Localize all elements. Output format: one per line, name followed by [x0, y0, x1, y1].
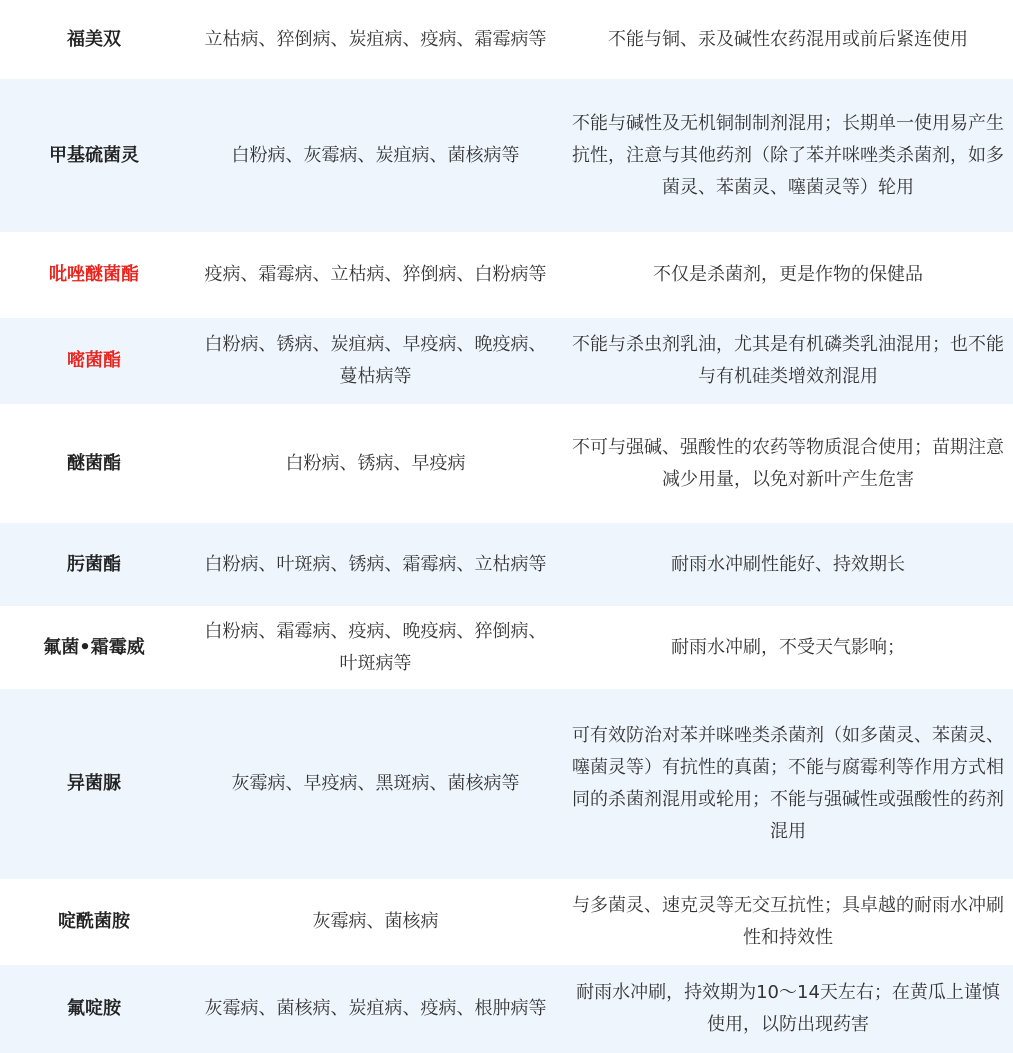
pesticide-name: 氟菌•霜霉威 — [43, 636, 145, 658]
table-row — [0, 879, 1013, 965]
table-row — [0, 965, 1013, 1053]
table-row — [0, 232, 1013, 318]
target-diseases: 白粉病、锈病、炭疽病、早疫病、晚疫病、蔓枯病等 — [188, 318, 563, 404]
target-diseases: 立枯病、猝倒病、炭疽病、疫病、霜霉病等 — [204, 28, 547, 50]
pesticide-name: 嘧菌酯 — [0, 318, 188, 404]
pesticide-name: 甲基硫菌灵 — [0, 79, 188, 232]
pesticide-name: 异菌脲 — [0, 689, 188, 879]
pesticide-name: 福美双 — [67, 28, 121, 50]
table-row — [0, 606, 1013, 689]
table-row — [0, 404, 1013, 523]
pesticide-name: 啶酰菌胺 — [58, 911, 130, 932]
usage-notes: 与多菌灵、速克灵等无交互抗性；具卓越的耐雨水冲刷性和持效性 — [572, 895, 1004, 948]
usage-notes: 不能与碱性及无机铜制制剂混用；长期单一使用易产生抗性，注意与其他药剂（除了苯并咪唑类杀菌剂，如多菌灵、苯菌灵、噻菌灵等）轮用 — [563, 79, 1013, 232]
table-row — [0, 523, 1013, 606]
pesticide-name: 醚菌酯 — [67, 452, 121, 474]
pesticide-name: 肟菌酯 — [0, 523, 188, 606]
target-diseases: 白粉病、灰霉病、炭疽病、菌核病等 — [188, 79, 563, 232]
usage-notes: 不能与杀虫剂乳油，尤其是有机磷类乳油混用；也不能与有机硅类增效剂混用 — [563, 318, 1013, 404]
target-diseases: 灰霉病、菌核病、炭疽病、疫病、根肿病等 — [188, 965, 563, 1053]
table-row — [0, 0, 1013, 79]
target-diseases: 白粉病、锈病、早疫病 — [285, 452, 466, 474]
usage-notes: 不能与铜、汞及碱性农药混用或前后紧连使用 — [608, 28, 968, 50]
pesticide-name: 吡唑醚菌酯 — [49, 264, 139, 285]
usage-notes: 耐雨水冲刷，持效期为10～14天左右；在黄瓜上谨慎使用，以防出现药害 — [563, 965, 1013, 1053]
pesticide-name: 氟啶胺 — [0, 965, 188, 1053]
usage-notes: 可有效防治对苯并咪唑类杀菌剂（如多菌灵、苯菌灵、噻菌灵等）有抗性的真菌；不能与腐霉利等作用方式相同的杀菌剂混用或轮用；不能与强碱性或强酸性的药剂混用 — [563, 689, 1013, 879]
usage-notes: 耐雨水冲刷性能好、持效期长 — [563, 523, 1013, 606]
target-diseases: 灰霉病、菌核病 — [312, 911, 439, 932]
target-diseases: 疫病、霜霉病、立枯病、猝倒病、白粉病等 — [204, 264, 547, 285]
table-row — [0, 79, 1013, 232]
usage-notes: 不可与强碱、强酸性的农药等物质混合使用；苗期注意减少用量，以免对新叶产生危害 — [572, 436, 1004, 490]
target-diseases: 白粉病、霜霉病、疫病、晚疫病、猝倒病、叶斑病等 — [204, 620, 547, 674]
target-diseases: 白粉病、叶斑病、锈病、霜霉病、立枯病等 — [188, 523, 563, 606]
usage-notes: 耐雨水冲刷，不受天气影响； — [671, 636, 905, 658]
table-row — [0, 689, 1013, 879]
table-row — [0, 318, 1013, 404]
target-diseases: 灰霉病、早疫病、黑斑病、菌核病等 — [188, 689, 563, 879]
usage-notes: 不仅是杀菌剂，更是作物的保健品 — [653, 264, 923, 285]
